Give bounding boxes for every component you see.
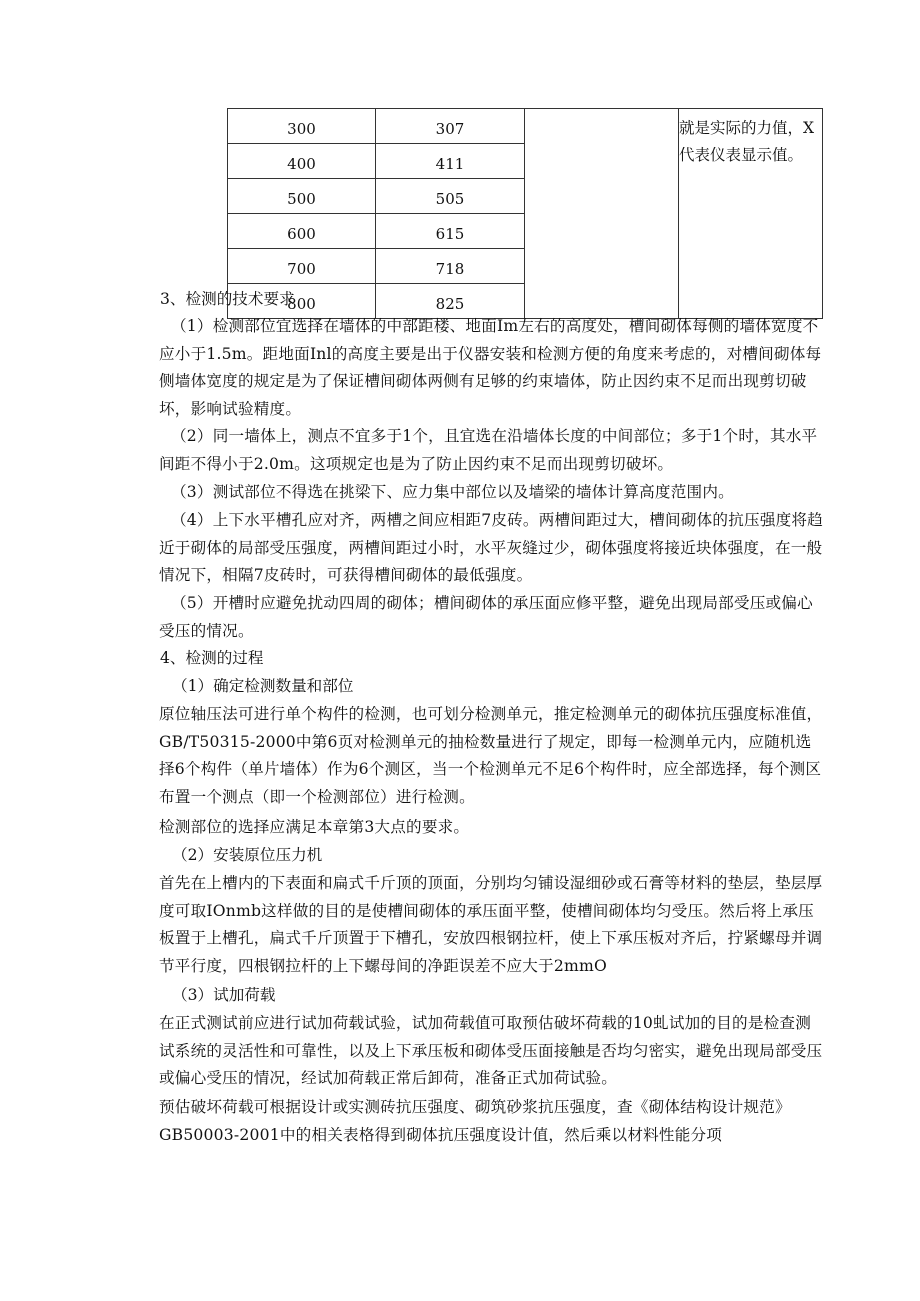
table-cell: 615 bbox=[376, 214, 525, 249]
paragraph: （4）上下水平槽孔应对齐，两槽之间应相距7皮砖。两槽间距过大，槽间砌体的抗压强度将趋近于砌体的局部受压强度，两槽间距过小时，水平灰缝过少，砌体强度将接近块体强度，在一般情况下，相隔7皮砖时，可获得槽间砌体的最低强度。 bbox=[159, 511, 823, 585]
table-note: 就是实际的力值，X代表仪表显示值。 bbox=[679, 109, 823, 319]
table-cell: 300 bbox=[228, 109, 376, 144]
table-cell: 307 bbox=[376, 109, 525, 144]
paragraph: 原位轴压法可进行单个构件的检测，也可划分检测单元，推定检测单元的砌体抗压强度标准值，GB/T50315-2000中第6页对检测单元的抽检数量进行了规定，即每一检测单元内，应随机选择6个构件（单片墙体）作为6个测区，当一个检测单元不足6个构件时，应全部选择，每个测区布置一个测点（即一个检测部位）进行检测。 bbox=[159, 705, 823, 806]
section-heading: 3、检测的技术要求 bbox=[160, 290, 295, 308]
subheading: （2）安装原位压力机 bbox=[172, 846, 323, 864]
paragraph: （2）同一墙体上，测点不宜多于1个，且宜选在沿墙体长度的中间部位；多于1个时，其水平间距不得小于2.0m。这项规定也是为了防止因约束不足而出现剪切破坏。 bbox=[159, 427, 818, 473]
table-cell: 400 bbox=[228, 144, 376, 179]
table-cell: 825 bbox=[376, 284, 525, 319]
table-cell: 505 bbox=[376, 179, 525, 214]
table-cell: 700 bbox=[228, 249, 376, 284]
paragraph: 在正式测试前应进行试加荷载试验，试加荷载值可取预估破坏荷载的10虬试加的目的是检查测试系统的灵活性和可靠性，以及上下承压板和砌体受压面接触是否均匀密实，避免出现局部受压或偏心受压的情况，经试加荷载正常后卸荷，准备正式加荷试验。 bbox=[159, 1014, 823, 1088]
table-cell: 500 bbox=[228, 179, 376, 214]
paragraph: 预估破坏荷载可根据设计或实测砖抗压强度、砌筑砂浆抗压强度，查《砌体结构设计规范》GB50003-2001中的相关表格得到砌体抗压强度设计值，然后乘以材料性能分项 bbox=[159, 1098, 791, 1144]
subheading: （3）试加荷载 bbox=[172, 986, 276, 1004]
subheading: （1）确定检测数量和部位 bbox=[172, 677, 354, 695]
table-cell-empty bbox=[525, 109, 679, 319]
table-row bbox=[228, 109, 823, 144]
paragraph: （1）检测部位宜选择在墙体的中部距楼、地面Im左右的高度处，槽间砌体每侧的墙体宽度不应小于1.5m。距地面Inl的高度主要是出于仪器安装和检测方便的角度来考虑的，对槽间砌体每侧墙体宽度的规定是为了保证槽间砌体两侧有足够的约束墙体，防止因约束不足而出现剪切破坏，影响试验精度。 bbox=[159, 317, 822, 418]
paragraph: （5）开槽时应避免扰动四周的砌体；槽间砌体的承压面应修平整，避免出现局部受压或偏心受压的情况。 bbox=[159, 594, 813, 640]
section-heading: 4、检测的过程 bbox=[160, 649, 264, 667]
table-cell: 411 bbox=[376, 144, 525, 179]
paragraph: （3）测试部位不得选在挑梁下、应力集中部位以及墙梁的墙体计算高度范围内。 bbox=[171, 483, 734, 501]
paragraph: 首先在上槽内的下表面和扁式千斤顶的顶面，分别均匀铺设湿细砂或石膏等材料的垫层，垫层厚度可取IOnmb这样做的目的是使槽间砌体的承压面平整，使槽间砌体均匀受压。然后将上承压板置于上槽孔，扁式千斤顶置于下槽孔，安放四根钢拉杆，使上下承压板对齐后，拧紧螺母并调节平行度，四根钢拉杆的上下螺母间的净距误差不应大于2mmO bbox=[159, 874, 823, 975]
paragraph: 检测部位的选择应满足本章第3大点的要求。 bbox=[159, 818, 470, 836]
table-cell: 800 bbox=[228, 284, 376, 319]
table-cell: 600 bbox=[228, 214, 376, 249]
table-cell: 718 bbox=[376, 249, 525, 284]
calibration-table bbox=[227, 108, 823, 319]
